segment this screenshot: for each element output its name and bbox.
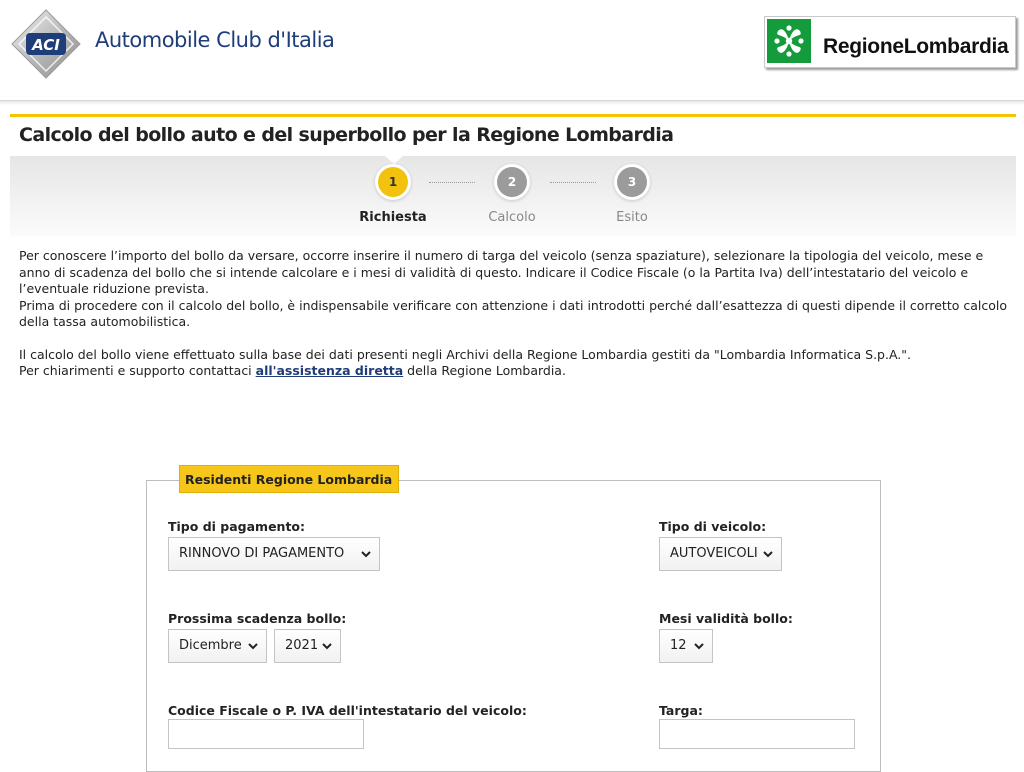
intro-paragraph-2: Prima di procedere con il calcolo del bollo, è indispensabile verificare con attenzione i dati introdotti perché dall’esattezza di questi dipende il corretto calcolo della tassa automobilistica. <box>19 297 1007 329</box>
intro-paragraph-4: Per chiarimenti e supporto contattaci all'assistenza diretta della Regione Lombardia. <box>19 363 566 378</box>
intro-paragraph-1: Per conoscere l’importo del bollo da versare, occorre inserire il numero di targa del veicolo (senza spaziature), selezionare la tipologia del veicolo, mese e anno di scadenza del bollo che si intende calcolare e i mesi di validità di questo. Indicare il Codice Fiscale (o la Partita Iva) dell’intestatario del veicolo e l’eventuale riduzione prevista. <box>19 248 984 296</box>
header-divider <box>0 100 1024 105</box>
step-2-indicator: 2 <box>497 167 527 197</box>
targa-label: Targa: <box>659 703 703 718</box>
tipo-veicolo-select[interactable] <box>659 537 782 571</box>
mesi-validita-select[interactable] <box>659 629 713 663</box>
fieldset-legend: Residenti Regione Lombardia <box>179 465 399 493</box>
chevron-down-icon <box>247 640 259 652</box>
mesi-validita-label: Mesi validità bollo: <box>659 611 793 626</box>
page-title: Calcolo del bollo auto e del superbollo per la Regione Lombardia <box>19 124 674 146</box>
scadenza-year-value: 2021 <box>285 638 319 653</box>
regione-lombardia-text: RegioneLombardia <box>823 35 1009 58</box>
intro-paragraph-3: Il calcolo del bollo viene effettuato sulla base dei dati presenti negli Archivi della Regione Lombardia gestiti da "Lombardia Informatica S.p.A.". <box>19 346 911 362</box>
regione-lombardia-logo[interactable] <box>764 16 1016 68</box>
tipo-pagamento-label: Tipo di pagamento: <box>168 519 306 534</box>
steps-notch <box>384 155 404 164</box>
step-1-indicator: 1 <box>378 167 408 197</box>
scadenza-month-value: Dicembre <box>179 638 242 653</box>
scadenza-year-select[interactable] <box>274 629 341 663</box>
scadenza-label: Prossima scadenza bollo: <box>168 611 347 626</box>
svg-text:ACI: ACI <box>32 36 60 54</box>
codice-fiscale-input[interactable] <box>168 719 364 749</box>
intro-text <box>19 248 1015 380</box>
step-connector-1 <box>429 182 475 183</box>
aci-title: Automobile Club d'Italia <box>95 28 335 52</box>
chevron-down-icon <box>360 548 372 560</box>
tipo-veicolo-value: AUTOVEICOLI <box>670 546 758 561</box>
codice-fiscale-label: Codice Fiscale o P. IVA dell'intestatario del veicolo: <box>168 703 527 718</box>
step-2-label: Calcolo <box>488 210 536 225</box>
site-header <box>0 0 1024 100</box>
targa-input[interactable] <box>659 719 855 749</box>
assistenza-diretta-link[interactable]: all'assistenza diretta <box>255 363 404 378</box>
chevron-down-icon <box>321 640 333 652</box>
tipo-pagamento-select[interactable] <box>168 537 380 571</box>
tipo-pagamento-value: RINNOVO DI PAGAMENTO <box>179 546 345 561</box>
title-accent-rule <box>10 114 1016 117</box>
step-3-indicator: 3 <box>617 167 647 197</box>
chevron-down-icon <box>762 548 774 560</box>
step-1-label: Richiesta <box>359 210 427 225</box>
mesi-validita-value: 12 <box>670 638 687 653</box>
tipo-veicolo-label: Tipo di veicolo: <box>659 519 767 534</box>
chevron-down-icon <box>693 640 705 652</box>
scadenza-month-select[interactable] <box>168 629 267 663</box>
step-connector-2 <box>550 182 596 183</box>
step-3-label: Esito <box>616 210 648 225</box>
rosa-camuna-icon <box>767 19 811 63</box>
aci-logo[interactable] <box>10 8 82 80</box>
